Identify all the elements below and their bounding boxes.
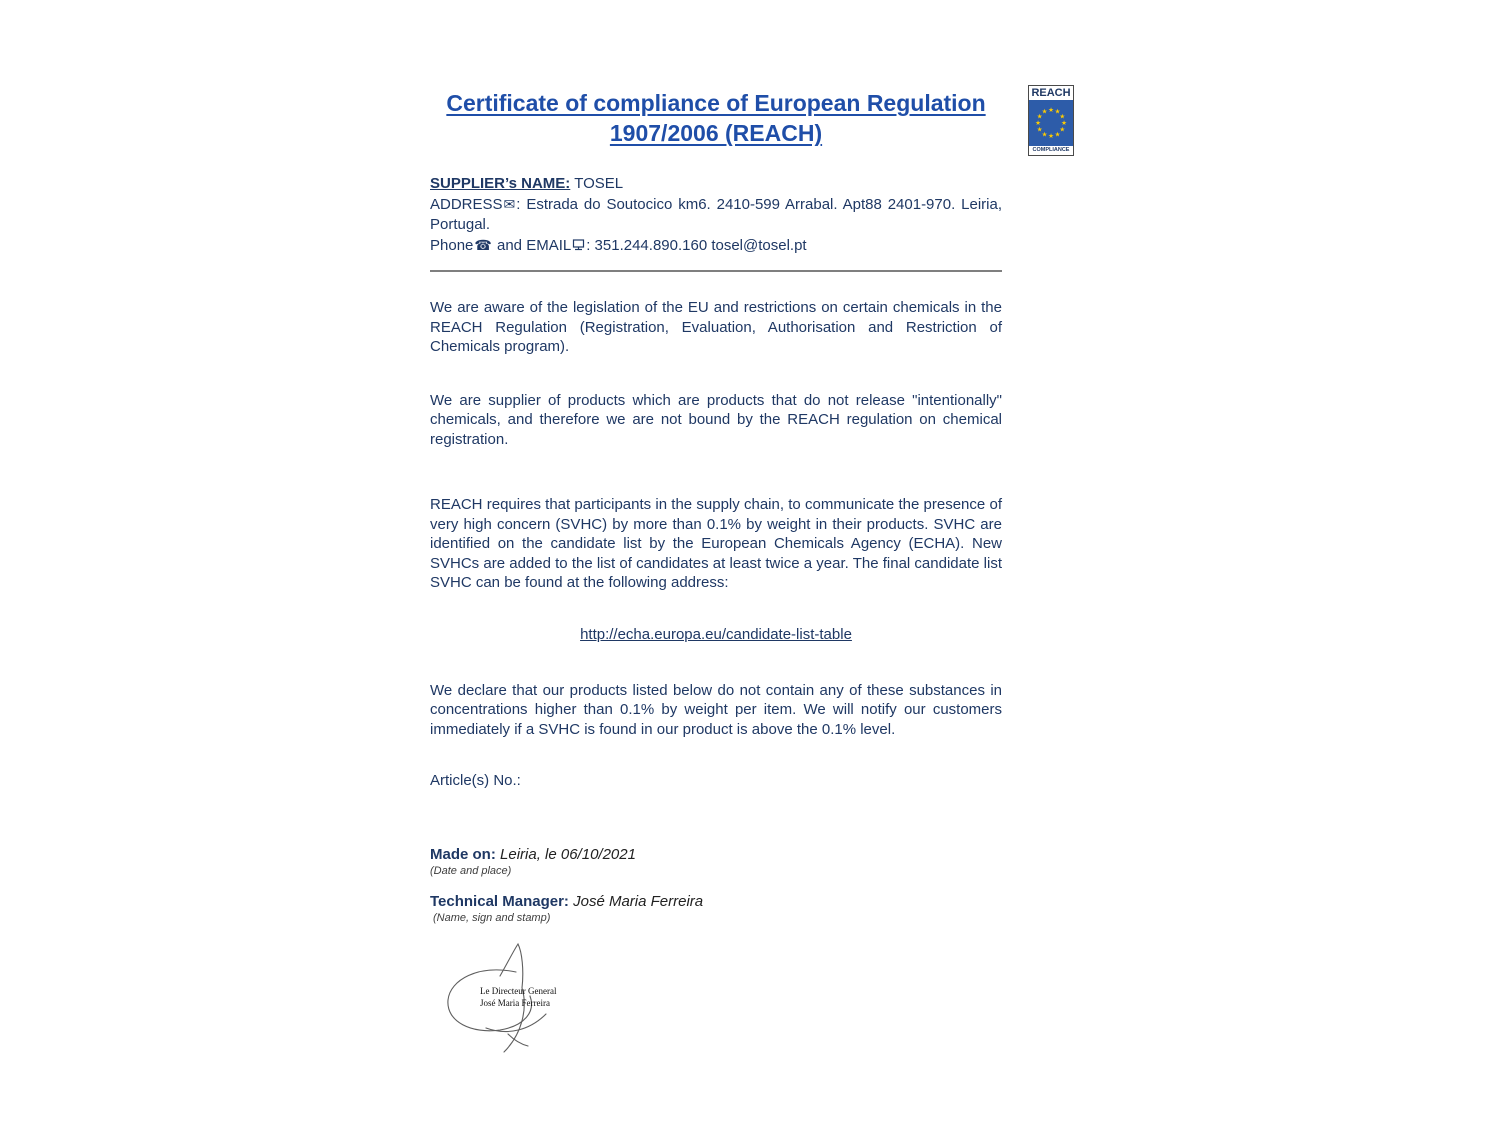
supplier-address-line (430, 194, 1002, 235)
supplier-contact-line (430, 235, 1002, 256)
candidate-list-link[interactable]: http://echa.europa.eu/candidate-list-table (580, 625, 852, 643)
address-value: : Estrada do Soutocico km6. 2410-599 Arrabal. Apt88 2401-970. Leiria, Portugal. (430, 196, 1002, 233)
article-number-label: Article(s) No.: (430, 772, 521, 789)
divider-rule (430, 270, 1002, 272)
supplier-name-value: TOSEL (570, 175, 624, 192)
email-label: and EMAIL (492, 237, 572, 254)
certificate-title (430, 88, 1002, 148)
certificate-body (430, 88, 1002, 1054)
svg-text:★: ★ (1054, 107, 1061, 116)
svg-text:★: ★ (1035, 119, 1041, 127)
address-label: ADDRESS (430, 196, 503, 213)
technical-manager-label: Technical Manager: (430, 893, 569, 910)
eu-stars-icon (1029, 100, 1073, 146)
made-on-label: Made on: (430, 846, 496, 863)
supplier-name-line (430, 174, 1002, 194)
signature-line-2: José Maria Ferreira (480, 998, 550, 1008)
signature-scribble-icon (438, 942, 598, 1054)
envelope-icon: ✉ (503, 196, 516, 212)
contact-value: : 351.244.890.160 tosel@tosel.pt (586, 237, 807, 254)
svg-text:★: ★ (1059, 125, 1066, 134)
candidate-list-link-row (430, 626, 1002, 643)
supplier-block (430, 174, 1002, 256)
title-line-1: Certificate of compliance of European Regulation (446, 90, 986, 116)
computer-icon (572, 239, 585, 251)
paragraph-supplier-statement: We are supplier of products which are products that do not release "intentionally" chemicals, and therefore we are not bound by the REACH regulation on chemical registration. (430, 391, 1002, 448)
made-on-value: Leiria, le 06/10/2021 (495, 846, 636, 863)
reach-compliance-logo (1028, 85, 1074, 156)
svg-text:★: ★ (1048, 106, 1054, 114)
supplier-name-label: SUPPLIER’s NAME: (430, 175, 571, 192)
paragraph-awareness: We are aware of the legislation of the EU and restrictions on certain chemicals in the REACH Regulation (Registration, Evaluation, Authorisation and Restriction of Chemicals program). (430, 299, 1002, 355)
paragraph-reach-requirements: REACH requires that participants in the supply chain, to communicate the presence of very high concern (SVHC) by more than 0.1% by weight in their products. SVHC are identified on the candidate list by the European Chemicals Agency (ECHA). New SVHCs are added to the list of candidates at least twice a year. The final candidate list SVHC can be found at the following address: (430, 496, 1002, 591)
signature (438, 942, 598, 1054)
phone-icon: ☎ (474, 237, 492, 253)
technical-manager-value: José Maria Ferreira (568, 893, 704, 910)
technical-manager-line (430, 893, 1002, 910)
svg-text:★: ★ (1061, 119, 1067, 127)
svg-text:★: ★ (1036, 125, 1043, 134)
svg-text:★: ★ (1059, 112, 1066, 121)
svg-text:★: ★ (1041, 107, 1048, 116)
made-on-line (430, 846, 1002, 863)
reach-logo-title: REACH (1031, 87, 1071, 99)
sign-stamp-note: (Name, sign and stamp) (433, 912, 551, 924)
reach-logo-subtitle: COMPLIANCE (1032, 147, 1070, 153)
svg-text:★: ★ (1054, 130, 1061, 139)
title-line-2: 1907/2006 (REACH) (609, 120, 823, 146)
paragraph-declaration: We declare that our products listed below do not contain any of these substances in concentrations higher than 0.1% by weight per item. We will notify our customers immediately if a SVHC is found in our product is above the 0.1% level. (430, 681, 1002, 738)
svg-text:★: ★ (1048, 132, 1054, 140)
svg-text:★: ★ (1036, 112, 1043, 121)
svg-text:★: ★ (1041, 130, 1048, 139)
phone-label: Phone (430, 237, 474, 254)
signature-line-1: Le Directeur General (480, 986, 557, 996)
date-place-note: (Date and place) (430, 865, 512, 877)
